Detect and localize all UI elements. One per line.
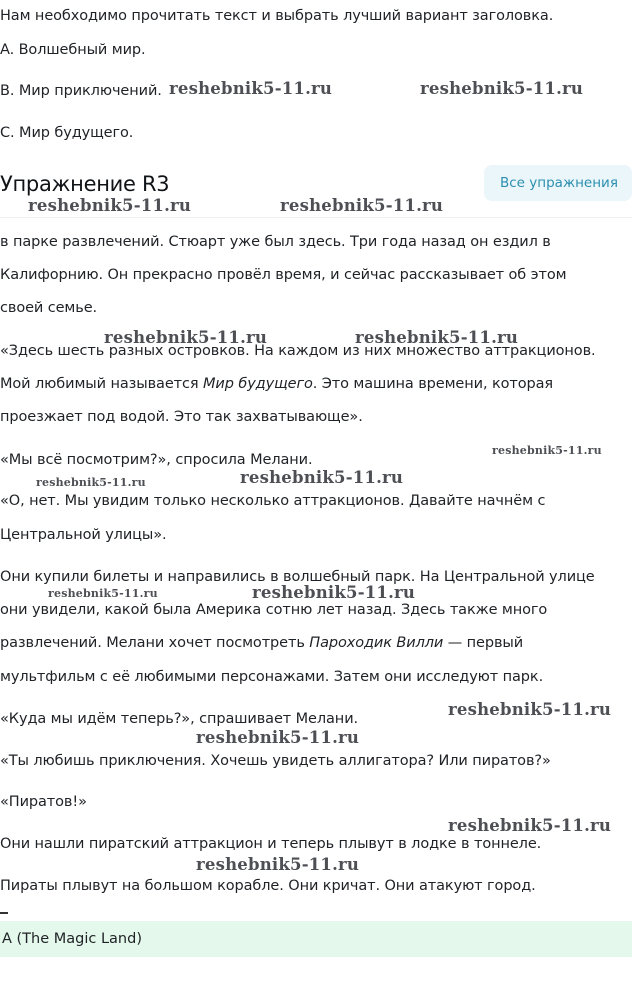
watermark: reshebnik5-11.ru <box>196 728 360 747</box>
text-line: они увидели, какой была Америка сотню лет назад. Здесь также много <box>0 602 548 618</box>
watermark: reshebnik5-11.ru <box>252 583 416 602</box>
watermark: reshebnik5-11.ru <box>492 444 602 457</box>
text-line: «Здесь шесть разных островков. На каждом из них множество аттракционов. <box>0 343 596 359</box>
text-line: Они нашли пиратский аттракцион и теперь плывут в лодке в тоннеле. <box>0 836 542 852</box>
text-line: «О, нет. Мы увидим только несколько аттракционов. Давайте начнём с <box>0 493 546 509</box>
watermark: reshebnik5-11.ru <box>36 476 146 489</box>
text-line: проезжает под водой. Это так захватывающе». <box>0 409 363 425</box>
watermark: reshebnik5-11.ru <box>448 700 612 719</box>
task-text: Нам необходимо прочитать текст и выбрать лучший вариант заголовка. <box>0 8 554 24</box>
divider <box>0 217 632 218</box>
watermark: reshebnik5-11.ru <box>420 79 584 98</box>
text-line: «Ты любишь приключения. Хочешь увидеть аллигатора? Или пиратов?» <box>0 753 551 769</box>
text-line: «Куда мы идём теперь?», спрашивает Мелани. <box>0 711 359 727</box>
text-line: «Мы всё посмотрим?», спросила Мелани. <box>0 452 313 468</box>
cartoon-name: Пароходик Вилли <box>309 635 444 651</box>
watermark: reshebnik5-11.ru <box>104 328 268 347</box>
watermark: reshebnik5-11.ru <box>28 196 192 215</box>
dash-mark <box>0 912 8 914</box>
option-a: A. Волшебный мир. <box>0 42 146 58</box>
watermark: reshebnik5-11.ru <box>169 79 333 98</box>
text-line: Пираты плывут на большом корабле. Они кричат. Они атакуют город. <box>0 878 536 894</box>
watermark: reshebnik5-11.ru <box>240 468 404 487</box>
text-line: Калифорнию. Он прекрасно провёл время, и сейчас рассказывает об этом <box>0 267 567 283</box>
all-exercises-button[interactable]: Все упражнения <box>484 165 632 201</box>
option-b: B. Мир приключений. <box>0 83 162 99</box>
text-line: Мой любимый называется Мир будущего. Это машина времени, которая <box>0 376 554 392</box>
option-c: C. Мир будущего. <box>0 125 134 141</box>
text-line: в парке развлечений. Стюарт уже был здесь. Три года назад он ездил в <box>0 234 551 250</box>
watermark: reshebnik5-11.ru <box>355 328 519 347</box>
answer-row[interactable]: A (The Magic Land) <box>0 921 632 957</box>
attraction-name: Мир будущего <box>203 376 313 392</box>
text-line: своей семье. <box>0 300 98 316</box>
watermark: reshebnik5-11.ru <box>48 587 158 600</box>
text-line: развлечений. Мелани хочет посмотреть Пароходик Вилли — первый <box>0 635 524 651</box>
watermark: reshebnik5-11.ru <box>280 196 444 215</box>
text-line: Они купили билеты и направились в волшебный парк. На Центральной улице <box>0 569 595 585</box>
text-line: Центральной улицы». <box>0 527 167 543</box>
text-line: «Пиратов!» <box>0 794 87 810</box>
watermark: reshebnik5-11.ru <box>196 855 360 874</box>
watermark: reshebnik5-11.ru <box>448 816 612 835</box>
exercise-title: Упражнение R3 <box>0 172 170 196</box>
text-line: мультфильм с её любимыми персонажами. Затем они исследуют парк. <box>0 669 544 685</box>
